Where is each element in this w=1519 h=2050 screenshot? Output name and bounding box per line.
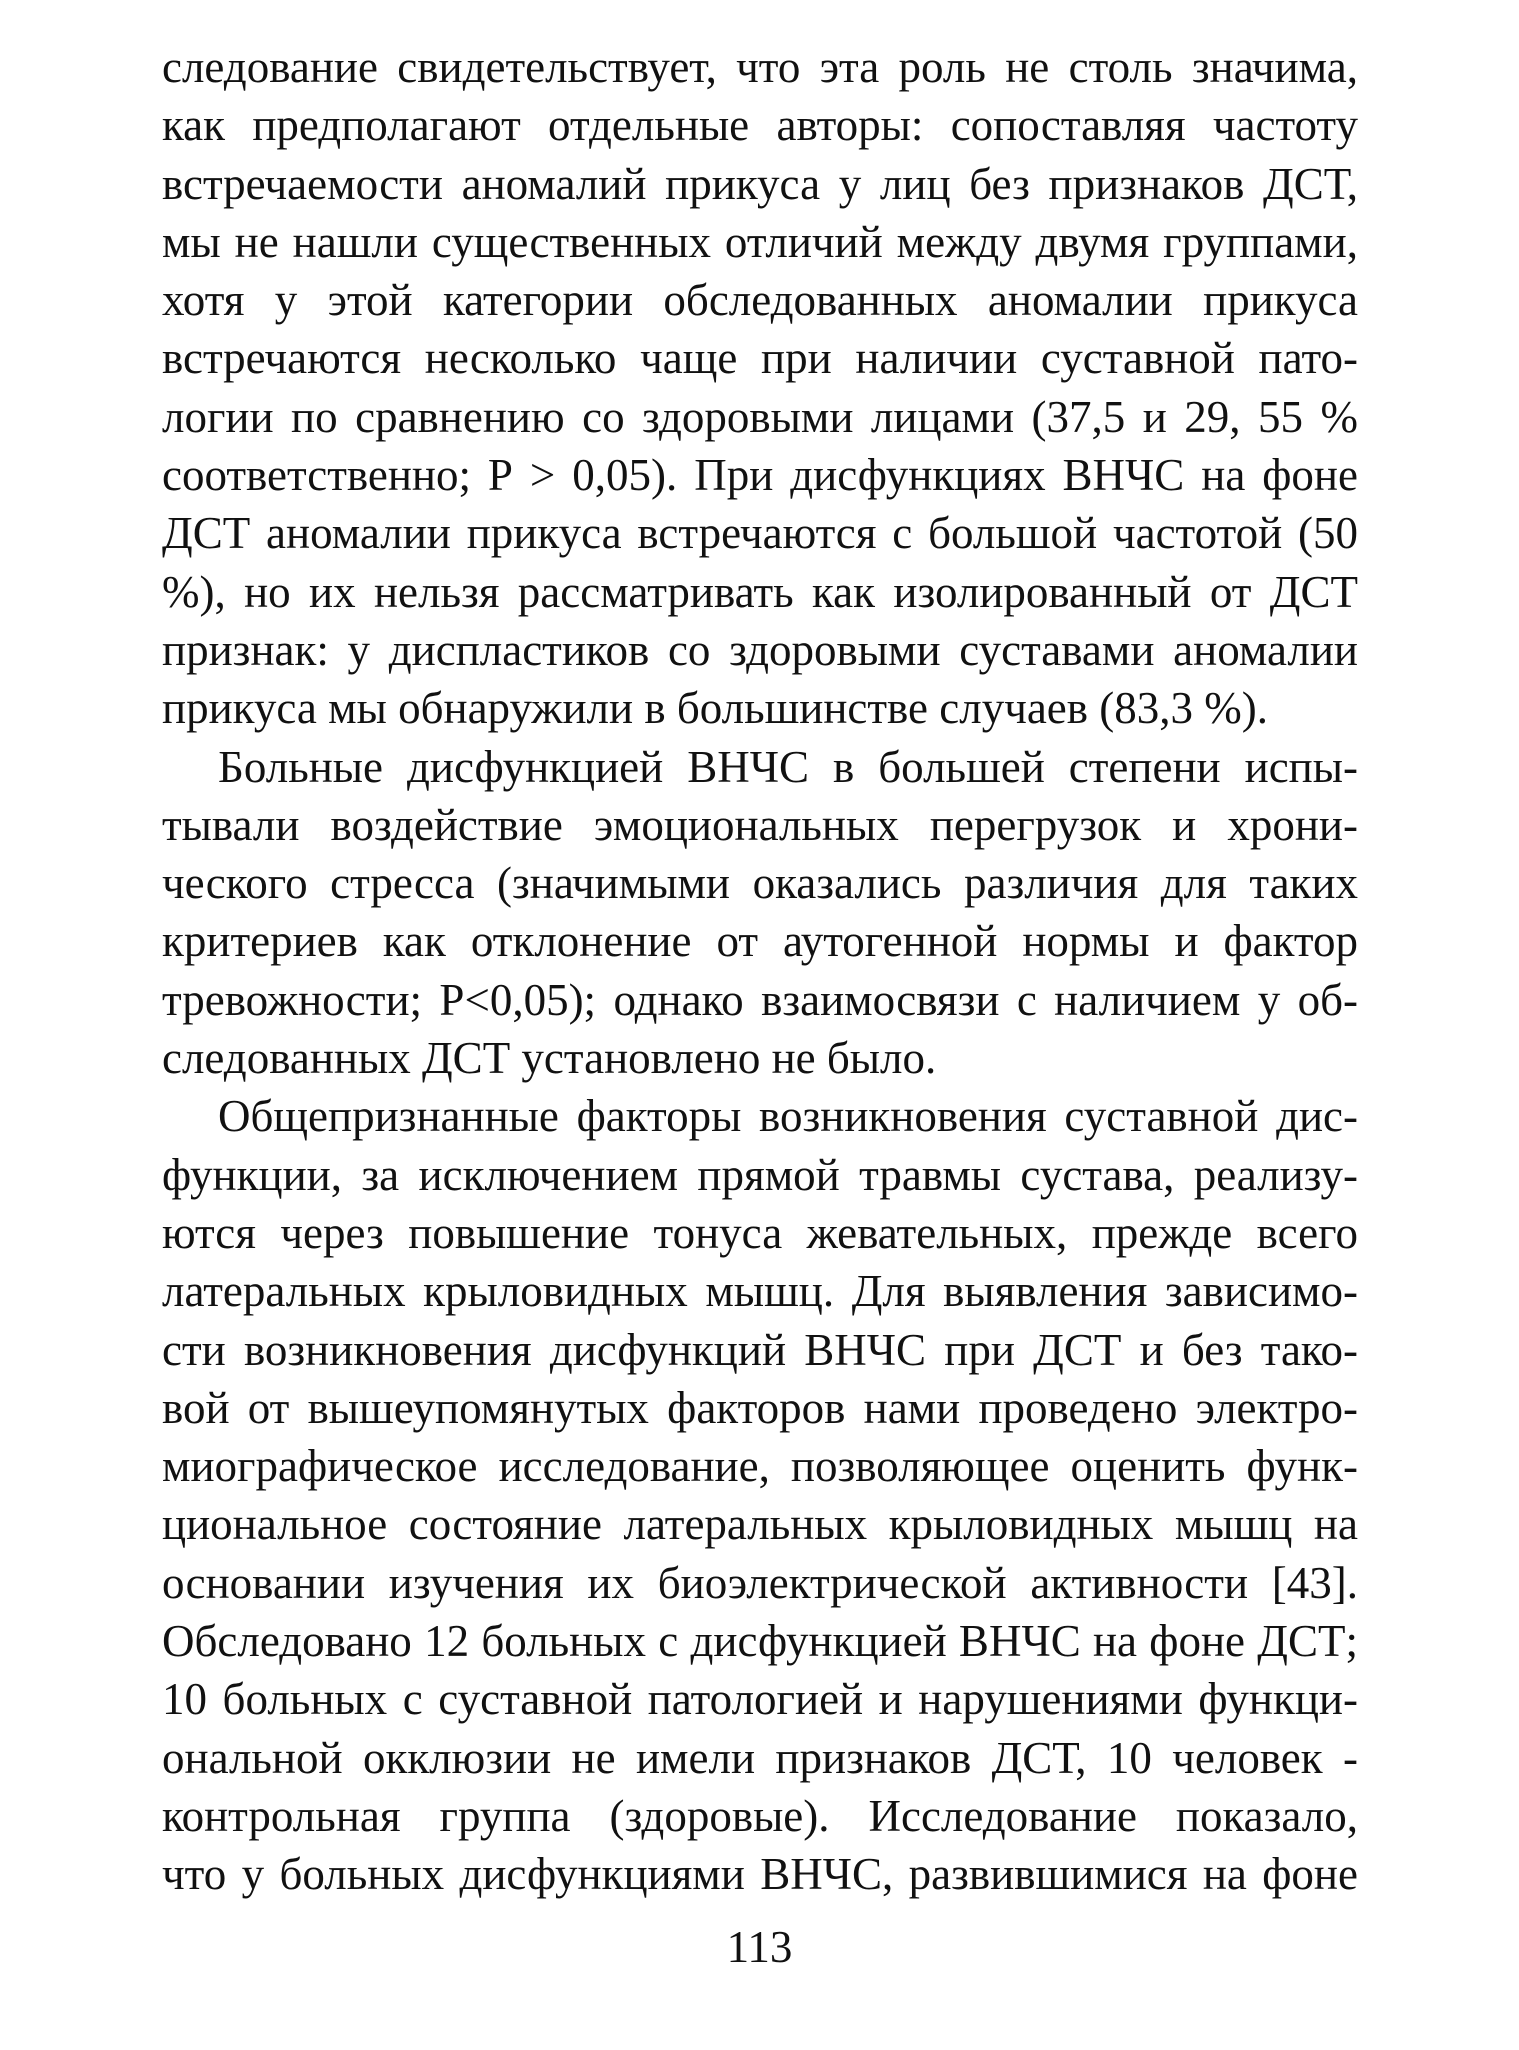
text-line: соответственно; Р > 0,05). При дисфункциях ВНЧС на фоне [162, 450, 1358, 501]
text-line: циональное состояние латеральных крыловидных мышц на [162, 1499, 1358, 1550]
text-line: %), но их нельзя рассматривать как изолированный от ДСТ [162, 566, 1358, 617]
text-line: Общепризнанные факторы возникновения суставной дис- [218, 1091, 1358, 1142]
text-line: вой от вышеупомянутых факторов нами проведено электро- [162, 1382, 1358, 1433]
text-line: логии по сравнению со здоровыми лицами (37,5 и 29, 55 % [162, 391, 1358, 442]
text-line: ческого стресса (значимыми оказались различия для таких [162, 858, 1358, 909]
text-line: прикуса мы обнаружили в большинстве случаев (83,3 %). [162, 683, 1268, 734]
text-line: встречаемости аномалий прикуса у лиц без признаков ДСТ, [162, 158, 1358, 209]
text-line: функции, за исключением прямой травмы сустава, реализу- [162, 1149, 1358, 1200]
text-line: как предполагают отдельные авторы: сопоставляя частоту [162, 100, 1358, 151]
body-text [162, 38, 1358, 1904]
text-line: латеральных крыловидных мышц. Для выявления зависимо- [162, 1266, 1358, 1317]
text-line: что у больных дисфункциями ВНЧС, развившимися на фоне [162, 1849, 1358, 1900]
text-line: Больные дисфункцией ВНЧС в большей степени испы- [218, 741, 1358, 792]
text-line: ются через повышение тонуса жевательных, прежде всего [162, 1207, 1358, 1258]
text-line: следование свидетельствует, что эта роль не столь значима, [162, 42, 1358, 92]
text-line: ДСТ аномалии прикуса встречаются с большой частотой (50 [162, 508, 1358, 559]
text-line: хотя у этой категории обследованных аномалии прикуса [162, 275, 1358, 326]
text-line: мы не нашли существенных отличий между двумя группами, [162, 216, 1358, 267]
text-line: признак: у диспластиков со здоровыми суставами аномалии [162, 624, 1358, 675]
text-line: миографическое исследование, позволяющее оценить функ- [162, 1441, 1358, 1492]
text-line: тревожности; Р<0,05); однако взаимосвязи с наличием у об- [162, 974, 1358, 1025]
text-line: критериев как отклонение от аутогенной нормы и фактор [162, 916, 1358, 967]
text-line: 10 больных с суставной патологией и нарушениями функци- [162, 1674, 1358, 1725]
text-line: Обследовано 12 больных с дисфункцией ВНЧС на фоне ДСТ; [162, 1616, 1358, 1667]
text-line: контрольная группа (здоровые). Исследование показало, [162, 1790, 1358, 1841]
text-line: встречаются несколько чаще при наличии суставной пато- [162, 333, 1358, 384]
text-line: тывали воздействие эмоциональных перегрузок и хрони- [162, 799, 1358, 850]
page-number: 113 [726, 1922, 793, 1972]
text-line: следованных ДСТ установлено не было. [162, 1033, 937, 1084]
text-line: ональной окклюзии не имели признаков ДСТ, 10 человек - [162, 1732, 1358, 1783]
text-line: сти возникновения дисфункций ВНЧС при ДСТ и без тако- [162, 1324, 1358, 1375]
text-line: основании изучения их биоэлектрической активности [43]. [162, 1557, 1358, 1608]
